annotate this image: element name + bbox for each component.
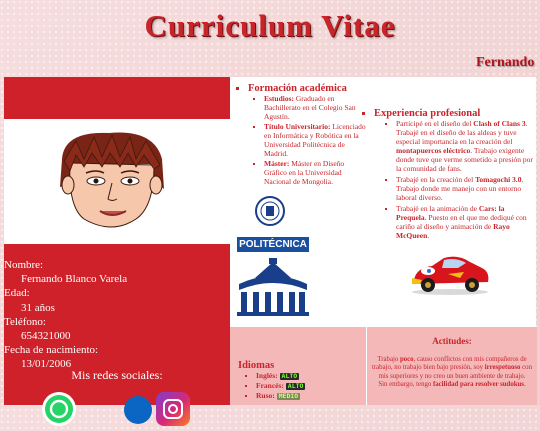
education-title-text: Formación académica	[248, 83, 347, 94]
att-text: , causo conflictos con mis compañeros de trabajo, no trabajo bien bajo presión, soy	[372, 356, 527, 372]
name-value: Fernando Blanco Varela	[21, 273, 128, 286]
attitudes-title: Actitudes:	[432, 336, 472, 346]
attitudes-text	[367, 356, 537, 390]
race-car-image	[408, 250, 492, 296]
whatsapp-icon[interactable]	[42, 392, 76, 426]
age-value: 31 años	[21, 301, 55, 314]
name-label: Nombre:	[4, 259, 44, 271]
education-title	[248, 83, 366, 186]
language-label: Ruso:	[256, 391, 275, 400]
exp-text: . Trabajo donde me manejo con un entorno laboral diverso.	[396, 175, 524, 202]
education-label: Máster:	[264, 159, 290, 168]
page-title: Curriculum Vitae	[144, 8, 396, 43]
level-badge: ALTO	[287, 382, 304, 390]
exp-text: .	[427, 231, 430, 240]
header-name: Fernando	[476, 55, 535, 70]
att-text: Trabajo	[377, 356, 400, 363]
exp-bold: Cars: la Prequela	[396, 204, 505, 222]
social-title: Mis redes sociales:	[71, 368, 163, 382]
education-column	[230, 77, 366, 327]
att-bold: facilidad para resolver sudokus	[432, 381, 524, 389]
exp-bold: Clash of Clans 3	[473, 119, 526, 128]
education-text: Máster en Diseño Gráfico en la Universidad Nacional de Mongolia.	[264, 159, 345, 186]
linkedin-icon[interactable]	[124, 396, 152, 424]
list-item	[396, 119, 536, 173]
avatar-drawing	[4, 119, 230, 244]
list-item	[396, 175, 536, 202]
list-item	[256, 391, 366, 401]
level-badge: ALTO	[281, 372, 298, 380]
personal-info	[4, 258, 230, 372]
list-item	[256, 371, 366, 381]
list-item	[396, 204, 536, 240]
birth-label: Fecha de nacimiento:	[4, 344, 99, 357]
list-item	[264, 159, 366, 186]
languages-title	[238, 360, 366, 401]
education-label: Estudios:	[264, 94, 295, 103]
exp-bold: Tomagochi 3.0	[475, 175, 522, 184]
languages-panel	[230, 327, 366, 405]
university-building-icon	[235, 258, 311, 316]
att-bold: poco	[399, 356, 414, 363]
university-seal-icon	[254, 195, 286, 227]
education-list	[248, 94, 366, 186]
experience-list	[374, 119, 536, 240]
profile-column	[4, 77, 230, 405]
education-text: Graduado en Bachillerato en el Colegio San Agustín.	[264, 94, 356, 121]
languages-section	[230, 360, 366, 401]
experience-title	[374, 108, 536, 240]
age-label: Edad:	[4, 287, 30, 300]
exp-text: . Trabajo exigente donde tuve que verme sometido a presión por la comunidad de fans.	[396, 146, 533, 173]
list-item	[256, 381, 366, 391]
att-text: Sin embargo, tengo	[378, 381, 433, 389]
language-label: Inglés:	[256, 371, 278, 380]
education-section	[230, 83, 366, 186]
politecnica-logo: POLITÉCNICA	[237, 237, 309, 252]
phone-value: 654321000	[21, 330, 71, 343]
phone-label: Teléfono:	[4, 315, 46, 328]
exp-text: . Puesto en el que me dediqué con cariño al diseño y animación de	[396, 213, 527, 231]
att-text: con mis superiores y no creo un buen ambiente de trabajo.	[378, 364, 532, 380]
exp-text: Trabajé en la creación del	[396, 175, 476, 184]
birth-value: 13/01/2006	[21, 358, 72, 371]
exp-text: Participé en el diseño del	[396, 119, 474, 128]
language-label: Francés:	[256, 381, 284, 390]
exp-bold: montapuercos eléctrico	[396, 146, 471, 155]
experience-title-text: Experiencia profesional	[374, 108, 481, 119]
level-badge: MEDIO	[278, 392, 299, 400]
exp-bold: Rayo McQueen	[396, 222, 510, 240]
avatar	[4, 119, 230, 244]
att-text: .	[523, 381, 526, 389]
att-bold: irrespetuoso	[484, 364, 521, 372]
languages-title-text: Idiomas	[238, 360, 275, 371]
attitudes-panel	[366, 327, 537, 405]
list-item	[264, 94, 366, 121]
instagram-icon[interactable]	[156, 392, 190, 426]
exp-text: . Trabajé en el diseño de las aldeas y tuve especial importancia en la creación del	[396, 119, 528, 146]
experience-section	[366, 108, 536, 240]
languages-list	[238, 371, 366, 401]
education-text: Licenciado en Informática y Robótica en la Universidad Politécnica de Madrid.	[264, 122, 366, 158]
list-item	[264, 122, 366, 158]
exp-text: Trabajé en la animación de	[396, 204, 479, 213]
education-label: Título Universitario:	[264, 122, 331, 131]
experience-column	[366, 77, 536, 327]
